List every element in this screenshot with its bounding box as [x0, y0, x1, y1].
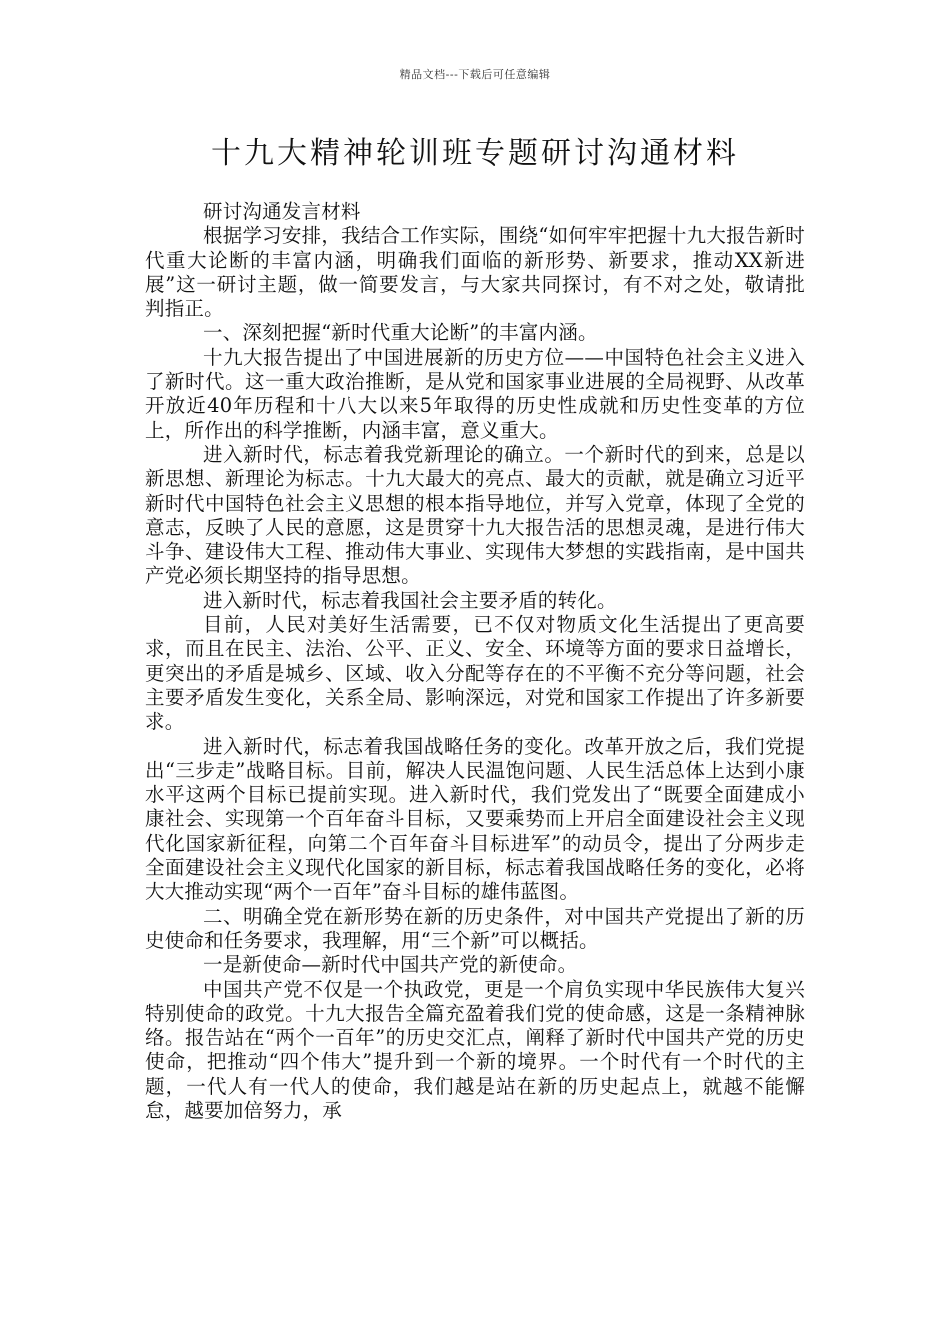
paragraph: 进入新时代，标志着我党新理论的确立。一个新时代的到来，总是以新思想、新理论为标志。十九大最大的亮点、最大的贡献，就是确立习近平新时代中国特色社会主义思想的根本指导地位，并写入党章，体现了全党的意志，反映了人民的意愿，这是贯穿十九大报告活的思想灵魂，是进行伟大斗争、建设伟大工程、推动伟大事业、实现伟大梦想的实践指南，是中国共产党必须长期坚持的指导思想。: [145, 442, 805, 588]
section-heading-1: 一、深刻把握“新时代重大论断”的丰富内涵。: [203, 321, 598, 345]
header-note: 精品文档---下载后可任意编辑: [399, 68, 551, 81]
paragraph: 十九大报告提出了中国进展新的历史方位——中国特色社会主义进入了新时代。这一重大政治推断，是从党和国家事业进展的全局视野、从改革开放近40年历程和十八大以来5年取得的历史性成就和历史性变革的方位上，所作出的科学推断，内涵丰富，意义重大。: [145, 345, 805, 442]
paragraph: 目前，人民对美好生活需要，已不仅对物质文化生活提出了更高要求，而且在民主、法治、公平、正义、安全、环境等方面的要求日益增长，更突出的矛盾是城乡、区域、收入分配等存在的不平衡不充分等问题，社会主要矛盾发生变化，关系全局、影响深远，对党和国家工作提出了许多新要求。: [145, 613, 805, 734]
paragraph-intro: 根据学习安排，我结合工作实际，围绕“如何牢牢把握十九大报告新时代重大论断的丰富内涵，明确我们面临的新形势、新要求，推动XX新进展”这一研讨主题，做一简要发言，与大家共同探讨，有不对之处，敬请批判指正。: [145, 224, 805, 321]
document-body: [145, 200, 805, 1123]
paragraph: 进入新时代，标志着我国战略任务的变化。改革开放之后，我们党提出“三步走”战略目标。目前，解决人民温饱问题、人民生活总体上达到小康水平这两个目标已提前实现。进入新时代，我们党发出了“既要全面建成小康社会、实现第一个百年奋斗目标，又要乘势而上开启全面建设社会主义现代化国家新征程，向第二个百年奋斗目标进军”的动员令，提出了分两步走全面建设社会主义现代化国家的新目标，标志着我国战略任务的变化，必将大大推动实现“两个一百年”奋斗目标的雄伟蓝图。: [145, 734, 805, 904]
document-title: 十九大精神轮训班专题研讨沟通材料: [211, 136, 739, 171]
paragraph: 一是新使命—新时代中国共产党的新使命。: [203, 953, 578, 977]
paragraph: 进入新时代，标志着我国社会主要矛盾的转化。: [203, 588, 617, 612]
paragraph-subheading: 研讨沟通发言材料: [203, 200, 361, 223]
paragraph: 中国共产党不仅是一个执政党，更是一个肩负实现中华民族伟大复兴特别使命的政党。十九大报告全篇充盈着我们党的使命感，这是一条精神脉络。报告站在“两个一百年”的历史交汇点，阐释了新时代中国共产党的历史使命，把推动“四个伟大”提升到一个新的境界。一个时代有一个时代的主题，一代人有一代人的使命，我们越是站在新的历史起点上，就越不能懈怠，越要加倍努力，承: [145, 977, 805, 1122]
section-heading-2: 二、明确全党在新形势在新的历史条件，对中国共产党提出了新的历史使命和任务要求，我理解，用“三个新”可以概括。: [145, 904, 805, 952]
